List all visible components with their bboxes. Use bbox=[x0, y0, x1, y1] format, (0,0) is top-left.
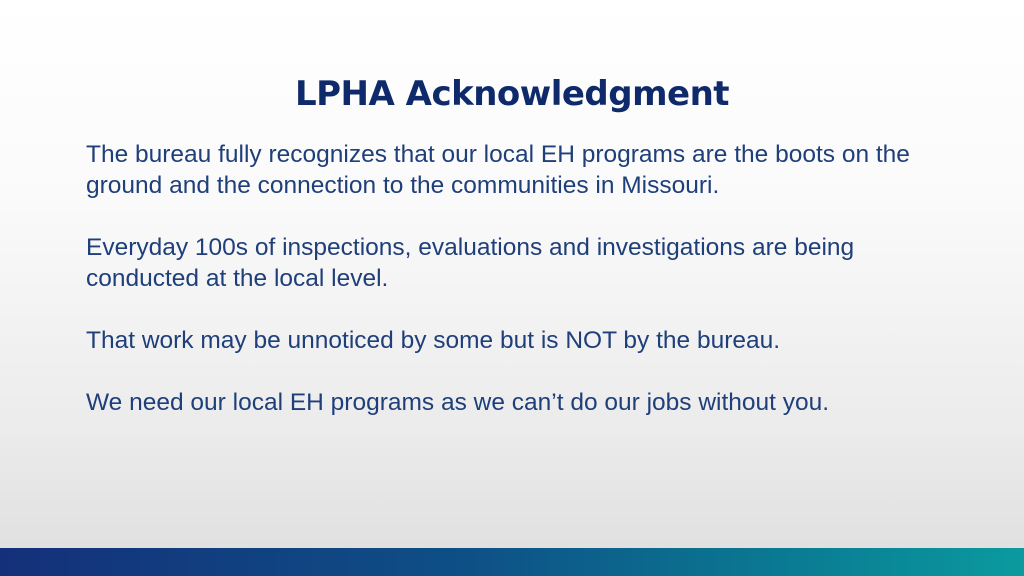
paragraph-inspections: Everyday 100s of inspections, evaluations and investigations are being conducted at the local level. bbox=[86, 234, 855, 292]
paragraph-unnoticed: That work may be unnoticed by some but is NOT by the bureau. bbox=[86, 327, 781, 354]
footer-gradient-bar bbox=[0, 548, 1024, 576]
slide-title: LPHA Acknowledgment bbox=[294, 74, 730, 114]
paragraph-need: We need our local EH programs as we can’t do our jobs without you. bbox=[86, 389, 830, 416]
paragraph-recognition: The bureau fully recognizes that our local EH programs are the boots on the ground and the connection to the communities in Missouri. bbox=[86, 141, 910, 199]
slide-body bbox=[86, 139, 936, 449]
